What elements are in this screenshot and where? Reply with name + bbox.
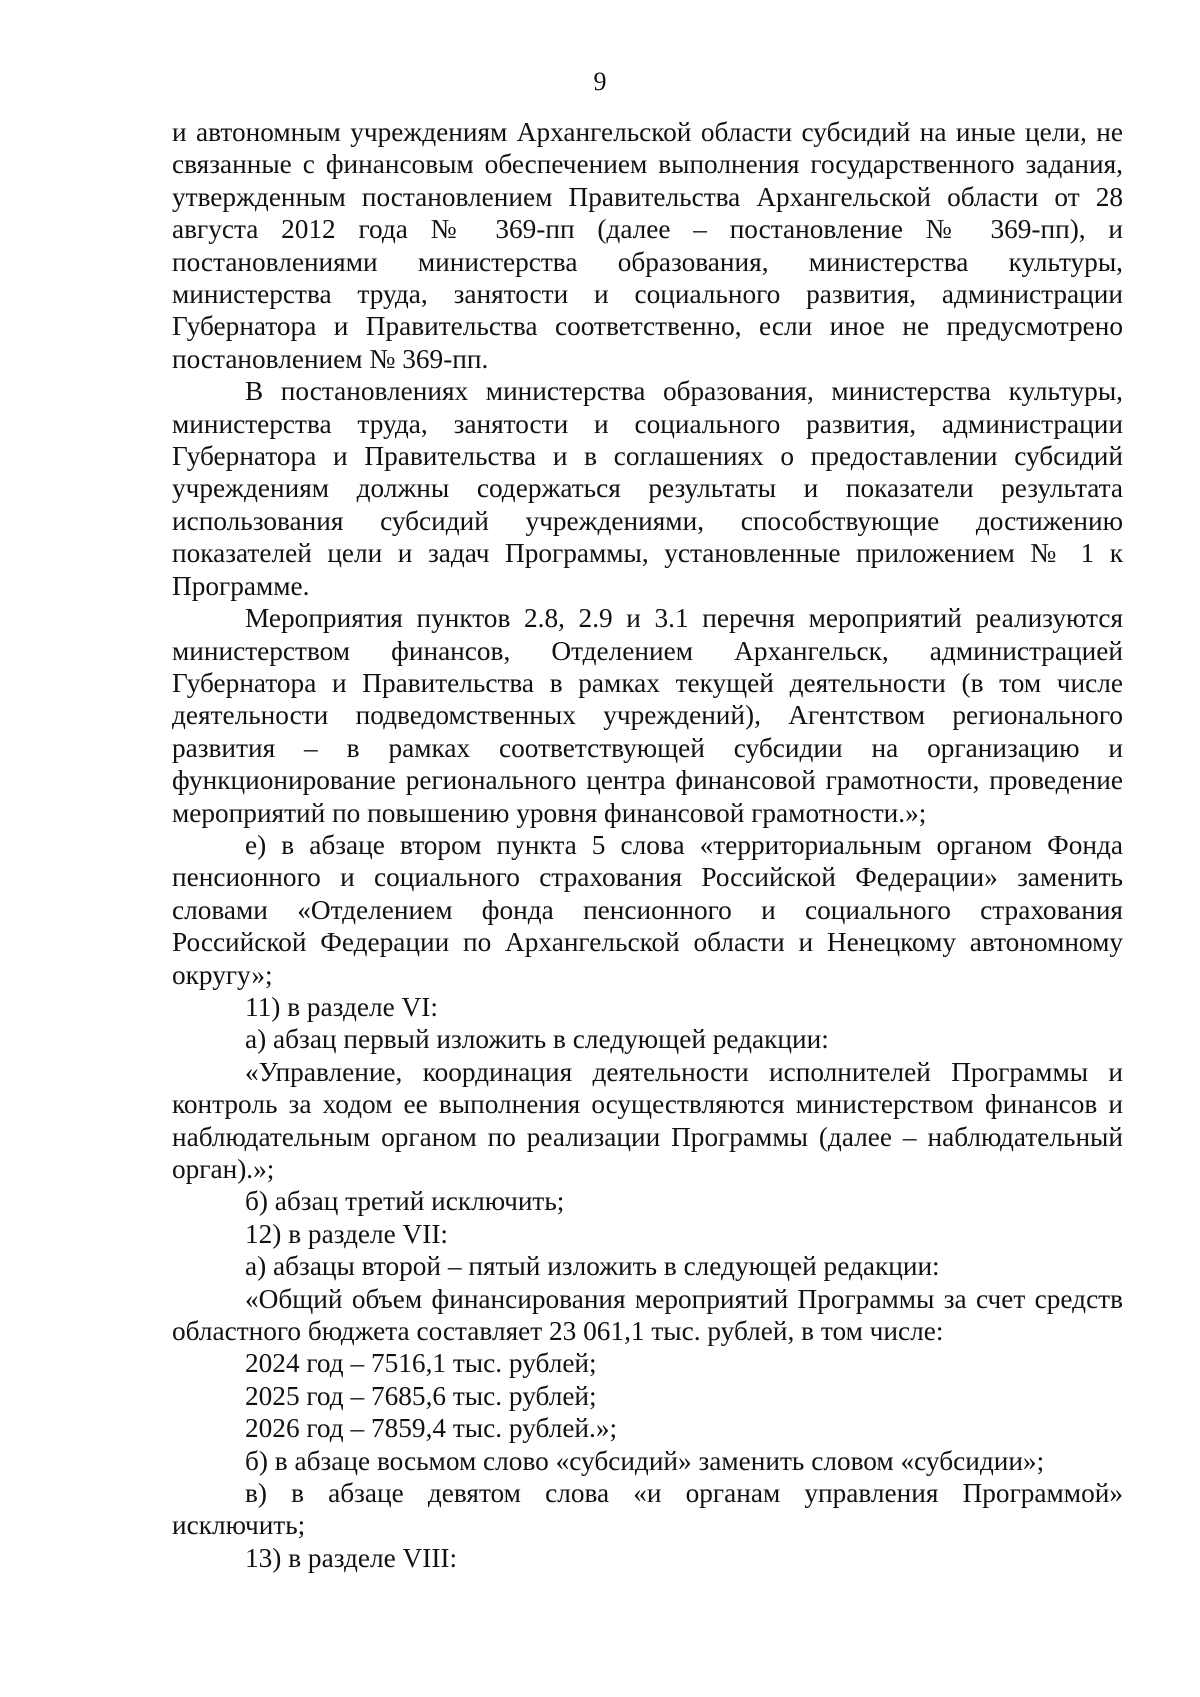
paragraph: е) в абзаце втором пункта 5 слова «территориальным органом Фонда пенсионного и социального страхования Российской Федерации» заменить словами «Отделением фонда пенсионного и социального страхования Российской Федерации по Архангельской области и Ненецкому автономному округу»; [172,829,1123,990]
paragraph: а) абзацы второй – пятый изложить в следующей редакции: [245,1251,940,1282]
paragraph: В постановлениях министерства образования, министерства культуры, министерства труда, занятости и социального развития, администрации Губернатора и Правительства и в соглашениях о предоставлении субсидий учреждениям должны содержаться результаты и показатели результата использования субсидий учреждениями, способствующие достижению показателей цели и задач Программы, установленные приложением № 1 к Программе. [172,376,1123,601]
page-number: 9 [593,67,607,96]
paragraph: 13) в разделе VIII: [245,1542,458,1573]
paragraph: в) в абзаце девятом слова «и органам управления Программой» исключить; [172,1478,1123,1541]
paragraph: Мероприятия пунктов 2.8, 2.9 и 3.1 перечня мероприятий реализуются министерством финансов, Отделением Архангельск, администрацией Губернатора и Правительства в рамках текущей деятельности (в том числе деятельности подведомственных учреждений), Агентством регионального развития – в рамках соответствующей субсидии на организацию и функционирование регионального центра финансовой грамотности, проведение мероприятий по повышению уровня финансовой грамотности.»; [172,603,1123,828]
paragraph: «Управление, координация деятельности исполнителей Программы и контроль за ходом ее выполнения осуществляются министерством финансов и наблюдательным органом по реализации Программы (далее – наблюдательный орган).»; [172,1056,1123,1184]
paragraph: 2026 год – 7859,4 тыс. рублей.»; [245,1413,618,1444]
paragraph: 2024 год – 7516,1 тыс. рублей; [245,1348,597,1379]
paragraph: б) абзац третий исключить; [245,1186,565,1217]
paragraph: 12) в разделе VII: [245,1218,449,1249]
document-body [172,116,1123,1574]
paragraph: и автономным учреждениям Архангельской области субсидий на иные цели, не связанные с финансовым обеспечением выполнения государственного задания, утвержденным постановлением Правительства Архангельской области от 28 августа 2012 года № 369-пп (далее – постановление № 369-пп), и постановлениями министерства образования, министерства культуры, министерства труда, занятости и социального развития, администрации Губернатора и Правительства соответственно, если иное не предусмотрено постановлением № 369-пп. [172,117,1123,374]
paragraph: а) абзац первый изложить в следующей редакции: [245,1024,829,1055]
paragraph: 11) в разделе VI: [245,991,438,1022]
paragraph: 2025 год – 7685,6 тыс. рублей; [245,1380,597,1411]
paragraph: б) в абзаце восьмом слово «субсидий» заменить словом «субсидии»; [245,1445,1045,1476]
paragraph: «Общий объем финансирования мероприятий Программы за счет средств областного бюджета составляет 23 061,1 тыс. рублей, в том числе: [172,1283,1123,1347]
